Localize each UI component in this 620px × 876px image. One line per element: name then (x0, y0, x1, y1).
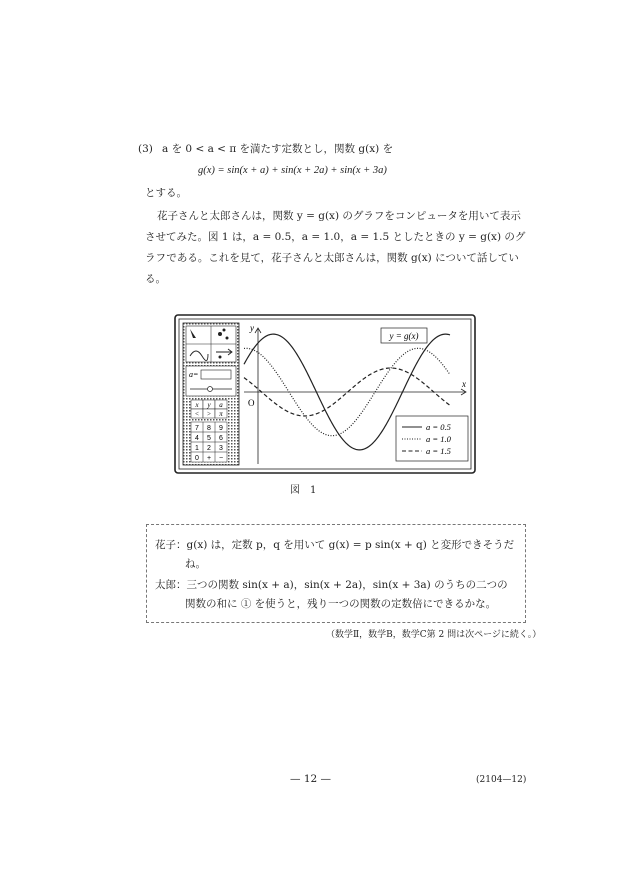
legend-label-1: a = 1.0 (426, 434, 451, 444)
keypad (191, 422, 227, 462)
legend-label-2: a = 1.5 (426, 446, 451, 456)
problem-intro: a を 0 < a < π を満たす定数とし，関数 g(x) を (162, 143, 394, 155)
taro-line-2: 関数の和に ① を使うと，残り一つの関数の定数倍にできるかな。 (185, 598, 497, 610)
paragraph-line-1: 花子さんと太郎さんは，関数 y = g(x) のグラフをコンピュータを用いて表示 (157, 210, 521, 222)
figure-1 (174, 314, 476, 474)
param-a-label: a= (189, 370, 199, 379)
paragraph-line-2: させてみた。図 1 は，a = 0.5，a = 1.0，a = 1.5 としたときの y = g(x) のグ (145, 231, 526, 243)
key-4[interactable]: 4 (195, 435, 199, 442)
graph-title: y = g(x) (389, 331, 419, 341)
symbol-a-button[interactable]: a (219, 401, 223, 409)
param-a-slider-handle[interactable] (208, 387, 213, 392)
symbol-less-button[interactable]: < (195, 410, 199, 418)
key-3[interactable]: 3 (219, 445, 223, 452)
key-9[interactable]: 9 (219, 425, 223, 432)
symbol-y-button[interactable]: y (207, 401, 211, 409)
hanako-line-1: 花子：g(x) は，定数 p，q を用いて g(x) = p sin(x + q) と変形できそうだ (155, 539, 515, 551)
key-5[interactable]: 5 (207, 435, 211, 442)
y-axis-label: y (250, 323, 254, 333)
symbol-x-button[interactable]: x (195, 401, 199, 409)
param-a-input[interactable] (201, 370, 231, 379)
problem-intro-end: とする。 (145, 187, 187, 199)
figure-caption: 図 1 (290, 485, 317, 496)
taro-line-1: 太郎：三つの関数 sin(x + a)，sin(x + 2a)，sin(x + 3a) のうちの二つの (155, 579, 508, 591)
key-8[interactable]: 8 (207, 425, 211, 432)
key-7[interactable]: 7 (195, 425, 199, 432)
legend (396, 416, 468, 461)
x-axis-label: x (462, 379, 466, 389)
continued-note: （数学Ⅱ，数学B，数学C第 2 問は次ページに続く。） (326, 630, 542, 640)
key-plus[interactable]: + (206, 455, 212, 462)
problem-number: (3) (138, 143, 153, 155)
symbol-greater-button[interactable]: > (207, 410, 211, 418)
control-panel (183, 323, 239, 465)
key-minus[interactable]: − (218, 455, 224, 462)
key-0[interactable]: 0 (195, 455, 199, 462)
hanako-line-2: ね。 (185, 558, 206, 570)
paragraph-line-3: ラフである。これを見て，花子さんと太郎さんは，関数 g(x) について話してい (145, 252, 519, 264)
origin-label: O (248, 398, 255, 408)
page-number: — 12 — (290, 773, 332, 785)
legend-label-0: a = 0.5 (426, 422, 451, 432)
key-1[interactable]: 1 (195, 445, 199, 452)
symbol-pi-button[interactable]: π (219, 410, 223, 418)
paragraph-line-4: る。 (145, 273, 166, 285)
key-6[interactable]: 6 (219, 435, 223, 442)
problem-formula: g(x) = sin(x + a) + sin(x + 2a) + sin(x + 3a) (198, 165, 387, 176)
exam-code: (2104—12) (476, 775, 527, 785)
key-2[interactable]: 2 (207, 445, 211, 452)
